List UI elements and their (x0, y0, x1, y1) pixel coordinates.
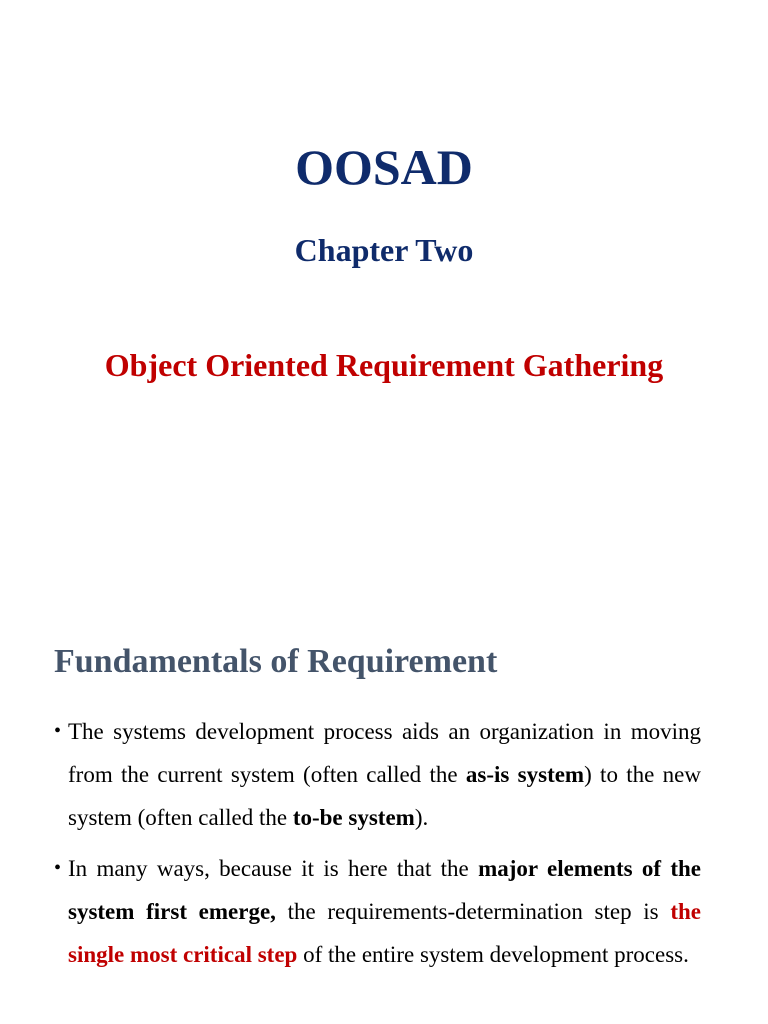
bullet2-text-3: of the entire system development process. (297, 942, 689, 967)
slide-title: OOSAD (295, 139, 473, 195)
bullet-item-2 (54, 847, 701, 976)
bullet2-bold-major-elements: major elements of the system first emerge, (68, 856, 701, 924)
chapter-topic: Object Oriented Requirement Gathering (104, 347, 664, 383)
bullet1-bold-asis: as-is system (465, 762, 585, 787)
bullet-icon: • (54, 857, 62, 879)
bullet1-text-1: The systems development process aids an organization in moving from the current system (often called the (68, 719, 701, 787)
bullet1-bold-tobe: to-be system (292, 805, 415, 830)
bullet1-text-2: ) to the new system (often called the (68, 762, 701, 830)
bullet2-red-critical-step: the single most critical step (68, 899, 701, 967)
bullet-list (54, 710, 701, 984)
bullet2-text-1: In many ways, because it is here that the (68, 856, 479, 881)
bullet2-text-2: the requirements-determination step is (275, 899, 671, 924)
bullet-icon: • (54, 720, 62, 742)
bullet-item-1 (54, 710, 701, 839)
bullet1-text-3: ). (414, 805, 429, 830)
chapter-subtitle: Chapter Two (294, 232, 474, 268)
section-heading: Fundamentals of Requirement (54, 643, 498, 680)
